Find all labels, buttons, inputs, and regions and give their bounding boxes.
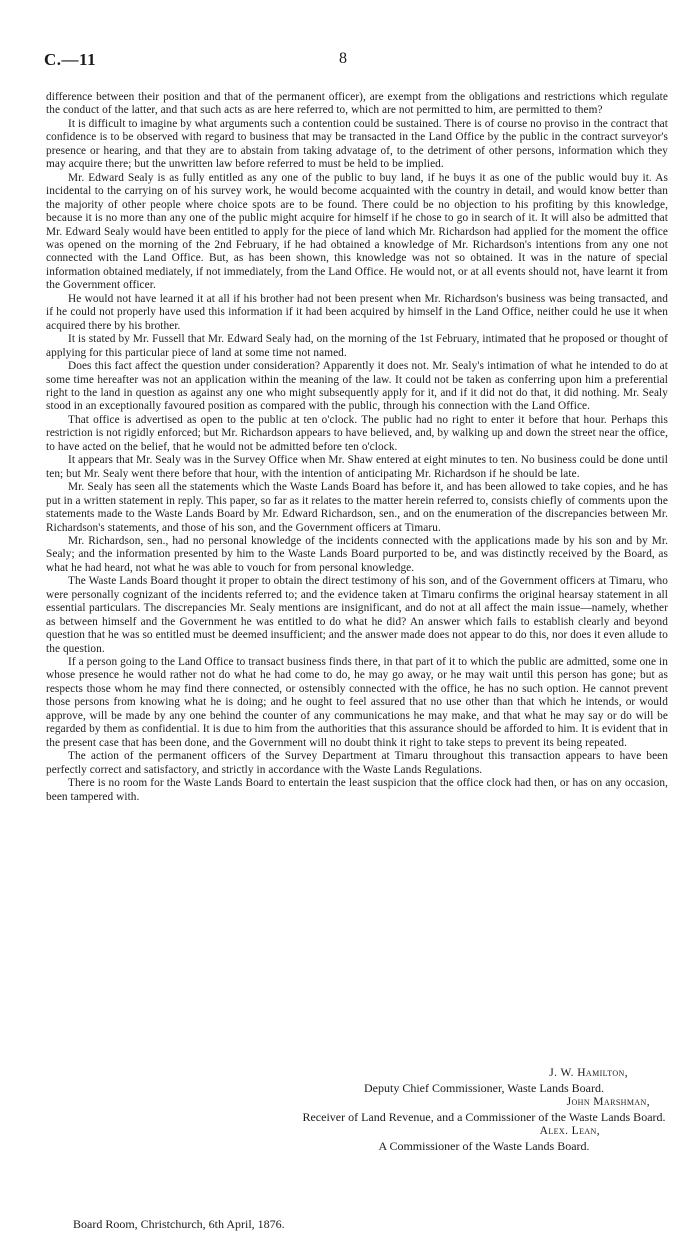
signatory-name: J. W. Hamilton,	[549, 1067, 628, 1079]
paragraph: If a person going to the Land Office to transact business finds there, in that part of it to which the public are admitted, some one in whose presence he would rather not do what he had come to do, he may go away, or he may wait until this person has gone; but as respects those whom he may find there connected, or ostensibly connected with the office, he has no such option. He cannot prevent those persons from knowing what he is doing; and he ought to feel assured that no use other than that which he intends, or would approve, will be made by any one behind the counter of any communications he may make, and that what he may say or do will be regarded by them as confidential. It is due to him from the authorities that this assurance should be afforded to him. It is evident that in the present case that has been done, and the Government will no doubt think it right to take steps to prevent its being repeated.	[46, 656, 668, 749]
paragraph: Mr. Edward Sealy is as fully entitled as any one of the public to buy land, if he buys it as one of the public would buy it. As incidental to the carrying on of his survey work, he would become acquainted with the country in detail, and would know better than the majority of other people where choice spots are to be found. There could be no objection to his profiting by this knowledge, because it is no more than any one of the public might acquire for himself if he chose to go in search of it. It will also be admitted that Mr. Edward Sealy would have been entitled to apply for the piece of land which Mr. Richardson had applied for the moment the office was opened on the morning of the 2nd February, if he had obtained a knowledge of Mr. Richardson's intentions from any one not connected with the Land Office. But, as has been shown, this knowledge was not so obtained. It was in the nature of special information obtained mediately, if not immediately, from the Land Office. He would not, or at all events should not, have learnt it from the Government officer.	[46, 171, 668, 292]
paragraph: There is no room for the Waste Lands Board to entertain the least suspicion that the office clock had then, or has on any occasion, been tampered with.	[46, 777, 668, 803]
paragraph: Mr. Richardson, sen., had no personal knowledge of the incidents connected with the applications made by his son and by Mr. Sealy; and the information presented by him to the Waste Lands Board purported to be, and was distinctly received by the Board, as what he had heard, not what he was able to vouch for from personal knowledge.	[46, 534, 668, 574]
paragraph: Does this fact affect the question under consideration? Apparently it does not. Mr. Sealy's intimation of what he intended to do at some time hereafter was not an application within the meaning of the law. It could not be taken as conferring upon him a preferential right to the land in question as against any one who might subsequently apply for it, and if it did not do that, it did nothing. Mr. Sealy stood in an exceptionally favoured position as compared with the public, through his connection with the Land Office.	[46, 360, 668, 413]
paragraph: The Waste Lands Board thought it proper to obtain the direct testimony of his son, and of the Government officers at Timaru, who were personally cognizant of the incidents referred to; and the evidence taken at Timaru confirms the original hearsay statement in all essential particulars. The discrepancies Mr. Sealy mentions are insignificant, and do not at all affect the main issue—namely, whether as between himself and the Government he was entitled to do what he did? An answer which fails to establish clearly and beyond question that he was so entitled must be deemed insufficient; and the answer made does not appear to do this, nor does it even allude to the question.	[46, 575, 668, 655]
paragraph: That office is advertised as open to the public at ten o'clock. The public had no right to enter it before that hour. Perhaps this restriction is not rigidly enforced; but Mr. Richardson appears to have believed, and, by walking up and down the street near the office, to have acted on the belief, that he would not be admitted before ten o'clock.	[46, 413, 668, 453]
paragraph: He would not have learned it at all if his brother had not been present when Mr. Richardson's business was being transacted, and if he could not properly have used this information if it had been acquired by himself in the Land Office, neither could he use it when acquired there by his brother.	[46, 292, 668, 332]
running-head	[44, 50, 656, 70]
signatory-name: Alex. Lean,	[539, 1125, 600, 1138]
signatory-title: A Commissioner of the Waste Lands Board.	[378, 1138, 590, 1153]
document-code: C.—11	[44, 50, 97, 69]
paragraph: difference between their position and that of the permanent officer), are exempt from the obligations and restrictions which regulate the conduct of the latter, and that such acts as are here referred to, which are not permitted to him, are permitted to them?	[46, 91, 668, 117]
body-text	[46, 91, 668, 804]
signatory-name: John Marshman,	[566, 1096, 650, 1109]
paragraph: Mr. Sealy has seen all the statements which the Waste Lands Board has before it, and has been allowed to take copies, and he has put in a written statement in reply. This paper, so far as it relates to the matter herein referred to, consists chiefly of comments upon the statements made to the Waste Lands Board by Mr. Edward Richardson, sen., and on the enumeration of the discrepancies between Mr. Richardson's statements, and those of his son, and the Government officers at Timaru.	[46, 481, 668, 534]
paragraph: It appears that Mr. Sealy was in the Survey Office when Mr. Shaw entered at eight minutes to ten. No business could be done until ten; but Mr. Sealy went there before that hour, with the intention of anticipating Mr. Richardson if he should be late.	[46, 454, 668, 480]
paragraph: The action of the permanent officers of the Survey Department at Timaru throughout this transaction appears to have been perfectly correct and satisfactory, and strictly in accordance with the Waste Lands Regulations.	[46, 750, 668, 776]
dateline: Board Room, Christchurch, 6th April, 1876.	[73, 1217, 285, 1231]
signatory-title: Deputy Chief Commissioner, Waste Lands Board.	[364, 1080, 604, 1095]
signatory-title: Receiver of Land Revenue, and a Commissioner of the Waste Lands Board.	[302, 1109, 666, 1124]
paragraph: It is difficult to imagine by what arguments such a contention could be sustained. There is of course no proviso in the contract that confidence is to be observed with regard to business that may be transacted in the Land Office by the public in the contract surveyor's presence or hearing, and that they are to abstain from taking advatage of, to the detriment of other persons, information which they may acquire there; but the unwritten law before referred to must be held to be implied.	[46, 117, 668, 171]
paragraph: It is stated by Mr. Fussell that Mr. Edward Sealy had, on the morning of the 1st February, intimated that he proposed or thought of applying for this particular piece of land at some time not named.	[46, 333, 668, 359]
page-number: 8	[339, 50, 347, 67]
signature-block	[300, 1066, 668, 1154]
